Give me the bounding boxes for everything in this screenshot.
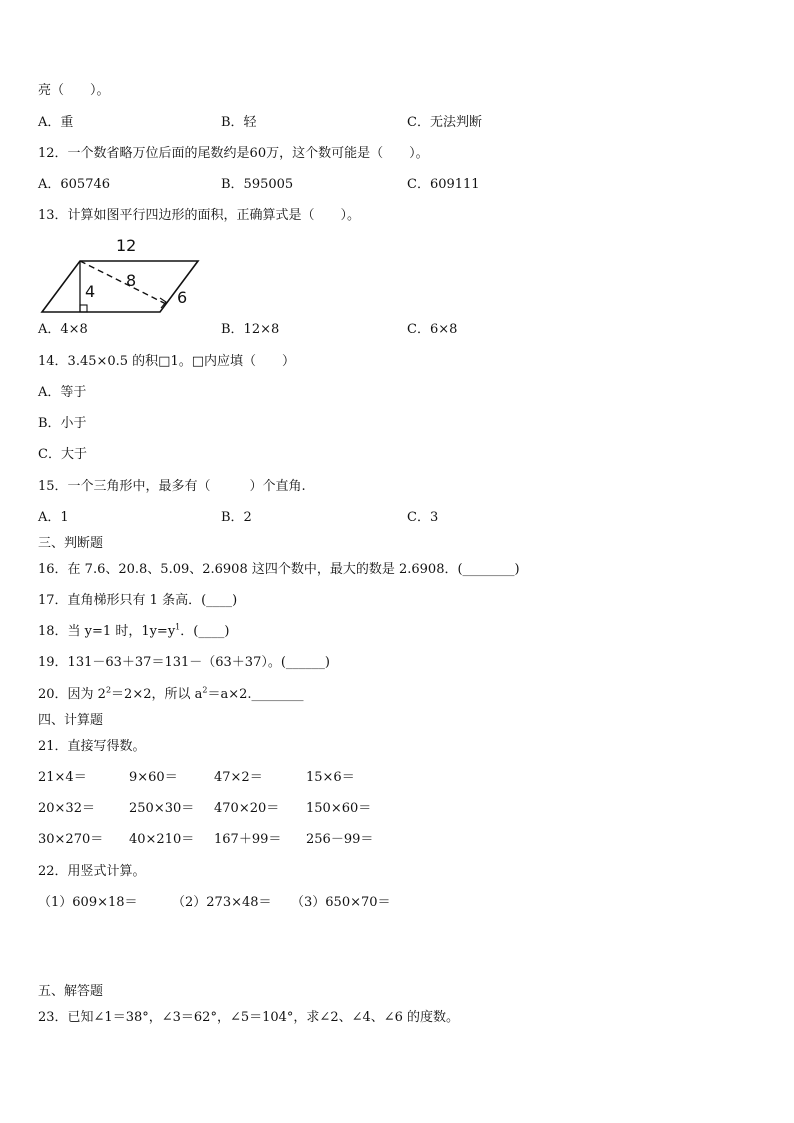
q12-stem: 12．一个数省略万位后面的尾数约是60万，这个数可能是（ ）。 bbox=[38, 146, 429, 161]
q16-stem: 16．在 7.6、20.8、5.09、2.6908 这四个数中，最大的数是 2.6908．(________) bbox=[38, 562, 520, 577]
q21-item: 470×20＝ bbox=[214, 801, 280, 816]
q18-text-pre: 18．当 y=1 时，1y=y bbox=[38, 624, 176, 639]
q17-stem: 17．直角梯形只有 1 条高．(____) bbox=[38, 593, 238, 608]
q18-stem bbox=[38, 624, 229, 640]
section-3-title: 三、判断题 bbox=[38, 536, 104, 551]
q14-option-c: C．大于 bbox=[38, 447, 87, 462]
q11-stem-tail: 亮（ ）。 bbox=[38, 83, 110, 98]
q14-option-a: A．等于 bbox=[38, 385, 87, 400]
q22-item-2: （2）273×48＝ bbox=[172, 895, 272, 910]
q22-item-1: （1）609×18＝ bbox=[38, 895, 138, 910]
q14-option-b: B．小于 bbox=[38, 416, 87, 431]
q15-option-c: C．3 bbox=[407, 510, 439, 525]
q23-stem: 23．已知∠1＝38°，∠3＝62°，∠5＝104°，求∠2、∠4、∠6 的度数。 bbox=[38, 1010, 460, 1025]
q20-stem bbox=[38, 687, 304, 703]
q21-item: 21×4＝ bbox=[38, 770, 87, 785]
q21-item: 256－99＝ bbox=[306, 832, 374, 847]
q21-item: 20×32＝ bbox=[38, 801, 95, 816]
parallelogram-figure bbox=[36, 234, 211, 320]
q21-item: 15×6＝ bbox=[306, 770, 355, 785]
q20-exponent-2: 2 bbox=[202, 685, 208, 695]
q22-item-3: （3）650×70＝ bbox=[291, 895, 391, 910]
figure-top-label: 12 bbox=[116, 236, 137, 255]
q12-option-a: A．605746 bbox=[38, 177, 111, 192]
q21-item: 150×60＝ bbox=[306, 801, 372, 816]
q13-option-b: B．12×8 bbox=[221, 322, 280, 337]
q21-stem: 21．直接写得数。 bbox=[38, 739, 146, 754]
q13-option-a: A．4×8 bbox=[38, 322, 88, 337]
q15-option-b: B．2 bbox=[221, 510, 252, 525]
section-5-title: 五、解答题 bbox=[38, 984, 104, 999]
q11-option-b: B．轻 bbox=[221, 115, 257, 130]
figure-height-label: 4 bbox=[85, 282, 96, 301]
q21-item: 250×30＝ bbox=[129, 801, 195, 816]
q20-text-3: ＝a×2.________ bbox=[207, 687, 304, 702]
q21-item: 167＋99＝ bbox=[214, 832, 282, 847]
q11-option-c: C．无法判断 bbox=[407, 115, 482, 130]
figure-side-label: 6 bbox=[177, 288, 188, 307]
q18-text-post: ．(____) bbox=[180, 624, 230, 639]
q13-stem: 13．计算如图平行四边形的面积，正确算式是（ ）。 bbox=[38, 208, 361, 223]
q19-stem: 19．131－63＋37＝131－（63＋37）。(______) bbox=[38, 655, 330, 670]
q21-item: 9×60＝ bbox=[129, 770, 178, 785]
section-4-title: 四、计算题 bbox=[38, 713, 104, 728]
q12-option-c: C．609111 bbox=[407, 177, 480, 192]
q11-option-a: A．重 bbox=[38, 115, 74, 130]
q20-exponent-1: 2 bbox=[105, 685, 112, 695]
q21-item: 40×210＝ bbox=[129, 832, 195, 847]
q20-text-2: ＝2×2，所以 a bbox=[111, 687, 203, 702]
q21-item: 30×270＝ bbox=[38, 832, 104, 847]
figure-diagonal-label: 8 bbox=[126, 271, 137, 290]
q18-exponent: 1 bbox=[175, 622, 181, 632]
q21-item: 47×2＝ bbox=[214, 770, 263, 785]
q14-stem: 14．3.45×0.5 的积□1。□内应填（ ） bbox=[38, 354, 296, 369]
q13-option-c: C．6×8 bbox=[407, 322, 458, 337]
q22-stem: 22．用竖式计算。 bbox=[38, 864, 146, 879]
q20-text-1: 20．因为 2 bbox=[38, 687, 106, 702]
q15-stem: 15．一个三角形中，最多有（ ）个直角. bbox=[38, 479, 306, 494]
q15-option-a: A．1 bbox=[38, 510, 69, 525]
q12-option-b: B．595005 bbox=[221, 177, 294, 192]
